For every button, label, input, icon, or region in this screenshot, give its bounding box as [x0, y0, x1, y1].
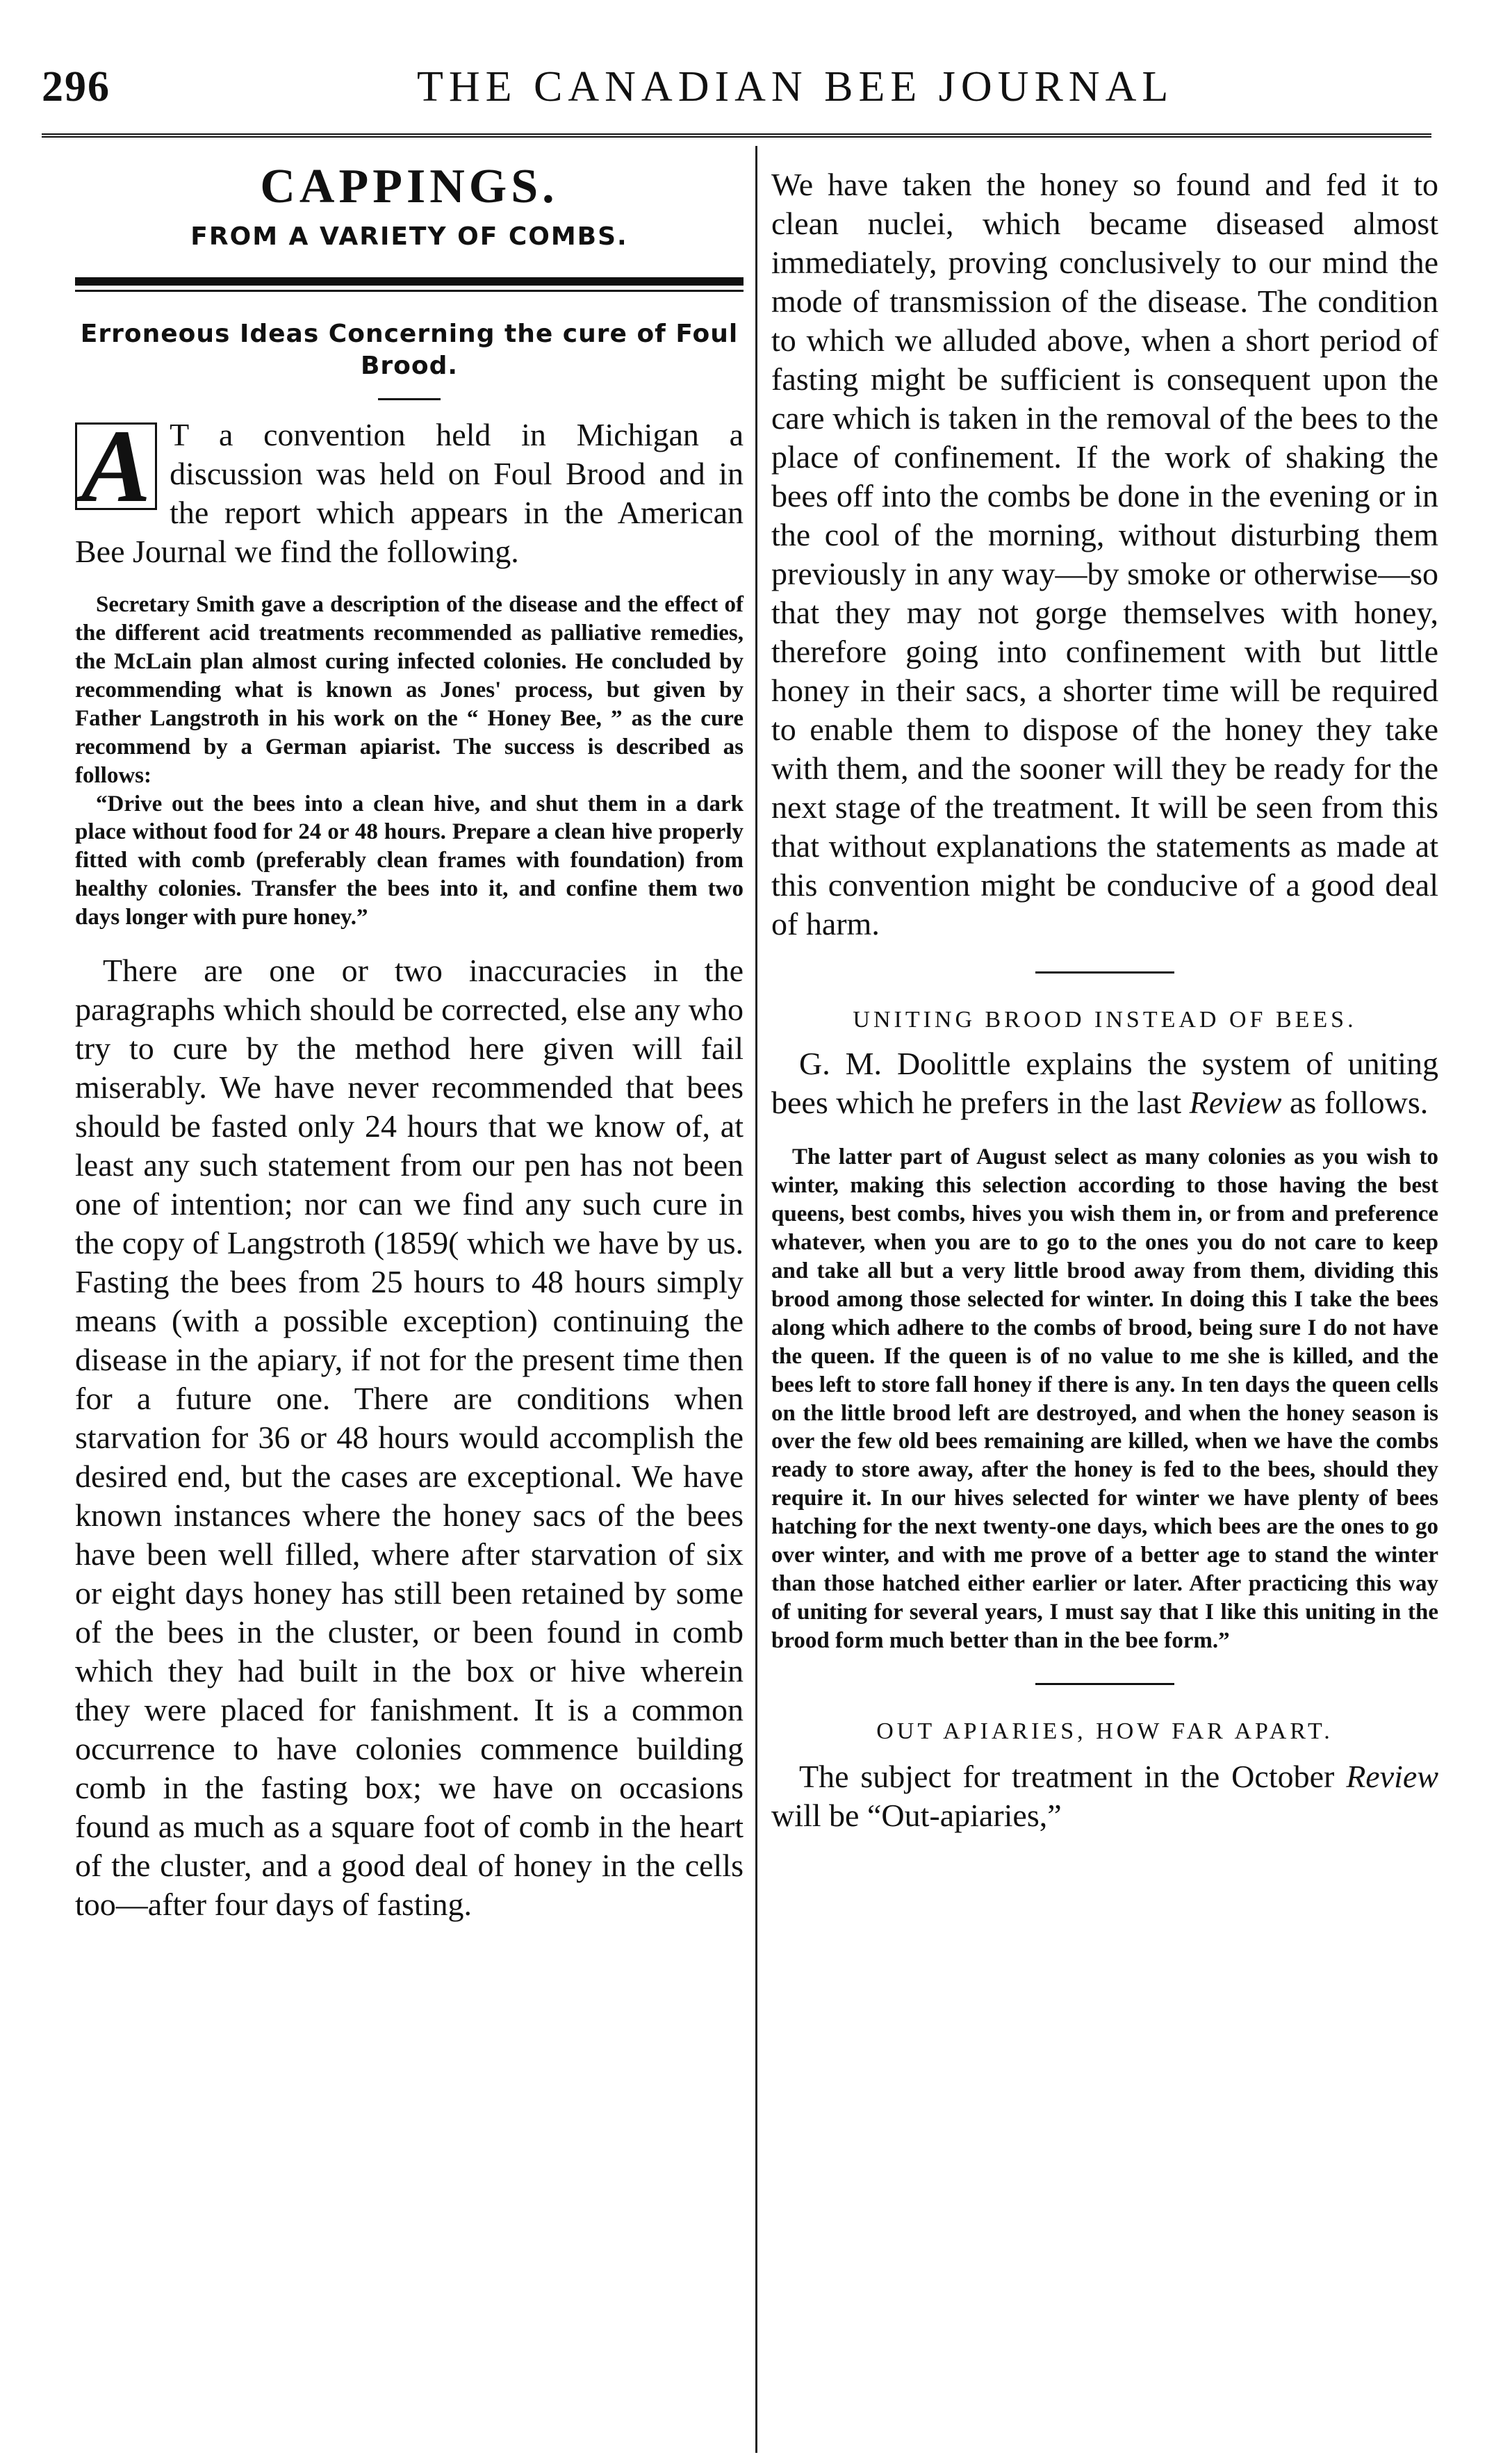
- running-head: [42, 63, 1424, 125]
- doolittle-quote: [771, 1143, 1438, 1654]
- text-start: The subject for treatment in the October: [799, 1758, 1347, 1794]
- review-title-2: Review: [1346, 1758, 1438, 1794]
- section-thick-rule: [75, 277, 744, 286]
- column-divider: [755, 146, 757, 2453]
- article-heading-out-apiaries: OUT APIARIES, HOW FAR APART.: [876, 1718, 1333, 1744]
- quote-paragraph-1: Secretary Smith gave a description of the disease and the effect of the different acid treatments recommended as palliative remedies, the McLain plan almost curing infected colonies. He concluded by recommending what is known as Jones' process, but given by Father Langstroth in his work on the “ Honey Bee, ” as the cure recommend by a German apiarist. The success is described as follows:: [75, 592, 744, 788]
- text-end: will be “Out-apiaries,”: [771, 1797, 1062, 1833]
- journal-title: THE CANADIAN BEE JOURNAL: [417, 63, 1174, 110]
- doolittle-quote-text: The latter part of August select as many colonies as you wish to winter, making this selection according to those having the best queens, best combs, hives you wish them in, or from and preference whatever, when you are to go to the ones you do not care to keep and take all but a very little brood away from them, dividing this brood among those selected for winter. In doing this I take the bees along which adhere to the combs of brood, being sure I do not have the queen. If the queen is of no value to me she is killed, and the bees left to store fall honey if there is any. In ten days the queen cells on the little brood left are destroyed, and when the honey season is over the few old bees remaining are killed, when we have the combs ready to store away, after the honey is fed to the bees, should they require it. In our hives selected for winter we have plenty of bees hatching for the next twenty-one days, which bees are the ones to go over winter, and with me prove of a better age to stand the winter than those hatched either earlier or later. After practicing this way of uniting for several years, I must say that I like this uniting in the brood form much better than in the bee form.”: [771, 1144, 1438, 1653]
- intro-text-2: explains the system of uniting bees which he prefers in the last: [771, 1046, 1438, 1121]
- editorial-body-left: There are one or two inaccuracies in the paragraphs which should be corrected, else any who try to cure by the method here given will fail miserably. We have never recommended that bees should be fasted only 24 hours that we know of, at least any such statement from our pen has not been one of intention; nor can we find any such cure in the copy of Langstroth (1859( which we have by us. Fasting the bees from 25 hours to 48 hours simply means (with a possible exception) continuing the disease in the apiary, if not for the present time then for a future one. There are conditions when starvation for 36 or 48 hours would accomplish the desired end, but the cases are exceptional. We have known instances where the honey sacs of the bees have been well filled, where after starvation of six or eight days honey has still been retained by some of the bees in the cluster, or been found in comb which they had built in the box or hive wherein they were placed for fanishment. It is a common occurrence to have colonies commence building comb in the fasting box; we have on occasions found as much as a square foot of comb in the heart of the cluster, and a good deal of honey in the cells too—after four days of fasting.: [75, 953, 744, 1923]
- intro-end: as follows.: [1281, 1085, 1429, 1121]
- doolittle-intro: [771, 1044, 1438, 1122]
- editorial-body-right: We have taken the honey so found and fed it to clean nuclei, which became diseased almost immediately, proving conclusively to our mind the mode of transmission of the disease. The condition to which we alluded above, when a short period of fasting might be sufficient is consequent upon the care which is taken in the removal of the bees to the place of confinement. If the work of shaking the bees off into the combs be done in the evening or in the cool of the morning, without disturbing them previously in any way—by smoke or otherwise—so that they may not gorge themselves with honey, therefore going into confinement with but little honey in their sacs, a shorter time will be required to enable them to dispose of the honey they take with them, and the sooner will they be ready for the next stage of the treatment. It will be seen from this that without explanations the statements as made at this convention might be conducive of a good deal of harm.: [771, 167, 1438, 942]
- quote-paragraph-2: “Drive out the bees into a clean hive, and shut them in a dark place without food for 24 or 48 hours. Prepare a clean hive properly fitted with comb (preferably clean frames with foundation) from healthy colonies. Transfer the bees into it, and confine them two days longer with pure honey.”: [75, 791, 744, 930]
- drop-cap: A: [75, 422, 157, 510]
- author-name: G. M. Doolittle: [799, 1046, 1011, 1082]
- convention-quote: [75, 591, 744, 932]
- section-subtitle: FROM A VARIETY OF COMBS.: [190, 222, 628, 251]
- article-heading-foul-brood: Erroneous Ideas Concerning the cure of Foul Brood.: [80, 319, 739, 381]
- review-title: Review: [1189, 1085, 1282, 1121]
- article-divider-2: [1035, 1683, 1174, 1685]
- left-column: [75, 146, 744, 1924]
- right-column: [771, 146, 1438, 1835]
- header-rule: [42, 133, 1431, 138]
- short-divider: [378, 398, 441, 400]
- out-apiaries-text: [771, 1757, 1438, 1835]
- section-title: CAPPINGS.: [260, 160, 559, 213]
- intro-text: T a convention held in Michigan a discussion was held on Foul Brood and in the report which appears in the American Bee Journal we find the following.: [75, 417, 744, 570]
- article-heading-uniting-brood: UNITING BROOD INSTEAD OF BEES.: [853, 1007, 1357, 1033]
- section-thin-rule: [75, 290, 744, 292]
- article-divider: [1035, 971, 1174, 974]
- article-intro: [75, 409, 744, 571]
- page-number: 296: [42, 63, 110, 110]
